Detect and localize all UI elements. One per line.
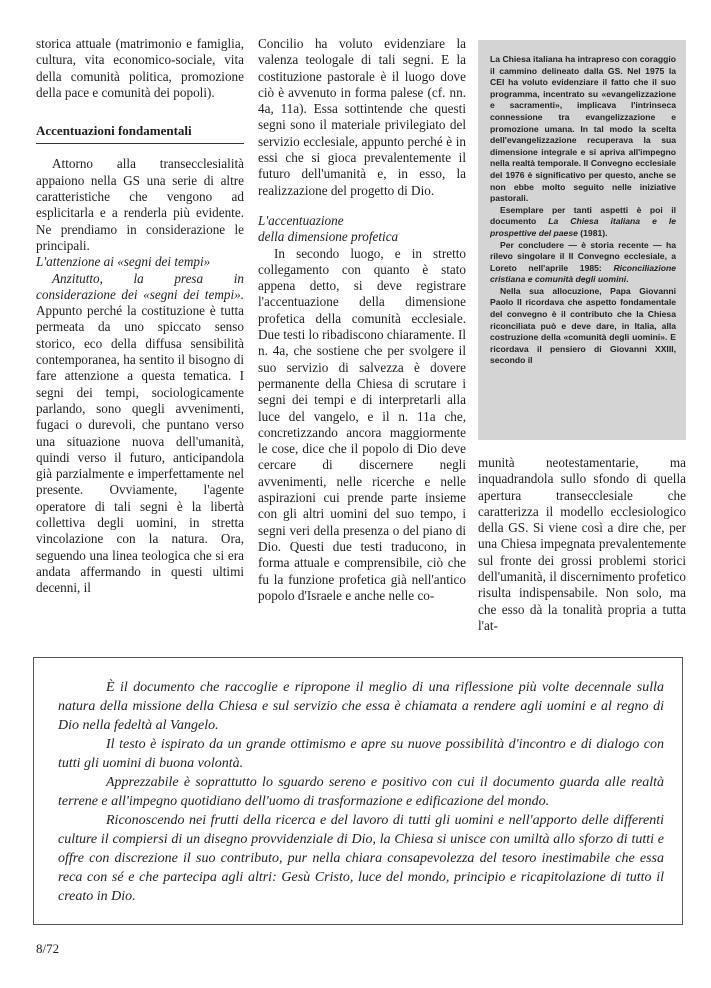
sidebar-text: Per concludere — è storia recente — ha rilevo singolare il II Convegno ecclesiale, a Loreto nell'aprile 1985: bbox=[490, 239, 676, 273]
quote-paragraph: È il documento che raccoglie e ripropone il meglio di una riflessione più volte decennale sulla natura della missione della Chiesa e sul servizio che essa è chiamata a rendere agli uomini e al regno di Dio nella fedeltà al Vangelo. bbox=[58, 680, 664, 733]
paragraph: munità neotestamentarie, ma inquadrandola sullo sfondo di quella apertura transecclesiale che caratterizza il modello ecclesiologico della GS. Si viene così a dire che, per una Chiesa impegnata prevalentemente sul fronte dei grossi problemi storici dell'umanità, il discernimento profetico risulta indispensabile. Non solo, ma che esso dà la tonalità propria a tutta l'at- bbox=[478, 455, 686, 633]
subheading-line-1: L'accentuazione bbox=[258, 212, 344, 228]
text-column-3 bbox=[478, 455, 686, 634]
sidebar-text: (1981). bbox=[577, 227, 608, 238]
subheading: L'attenzione ai «segni dei tempi» bbox=[36, 254, 211, 270]
section-heading: Accentuazioni fondamentali bbox=[36, 123, 244, 144]
quote-paragraph: Riconoscendo nei frutti della ricerca e del lavoro di tutti gli uomini e nell'apporto delle differenti culture il compiersi di un disegno provvidenziale di Dio, la Chiesa si unisce con umiltà allo sforzo di tutti e offre con discrezione il suo contributo, pur nella chiara consapevolezza del tesoro inestimabile che essa reca con sé e che partecipa agli altri: Gesù Cristo, luce del mondo, principio e ricapitolazione di tutto il creato in Dio. bbox=[58, 813, 664, 904]
sidebar-text: Esemplare per tanti aspetti è poi il documento bbox=[490, 204, 676, 227]
subheading bbox=[258, 213, 466, 246]
spacer bbox=[36, 144, 244, 156]
quote-paragraph: Apprezzabile è soprattutto lo sguardo sereno e positivo con cui il documento guarda alle realtà terrene e all'impegno quotidiano dell'uomo di trasformazione e edificazione del mondo. bbox=[58, 775, 664, 809]
sidebar-paragraph bbox=[490, 205, 676, 240]
paragraph-text: Appunto perché la costituzione è tutta permeata da uno spiccato senso storico, eco della diffusa sensibilità contemporanea, ha sentito il bisogno di fare attenzione a questa tematica. I segni dei tempi, sociologicamente parlando, sono quegli avvenimenti, fugaci o durevoli, che puntano verso una situazione nuova dell'umanità, quindi verso il futuro, anticipandola già parzialmente e imperfettamente nel presente. Ovviamente, l'agente operatore di tali segni è la libertà collettiva degli uomini, in stretta vincolazione con la natura. Ora, seguendo una linea teologica che si era andata affermando in questi ultimi decenni, il bbox=[36, 303, 244, 596]
paragraph: In secondo luogo, e in stretto collegamento con quanto è stato appena detto, si deve registrare l'accentuazione della dimensione profetica della comunità ecclesiale. Due testi lo ribadiscono chiaramente. Il n. 4a, che sostiene che per svolgere il suo servizio di salvezza è dovere permanente della Chiesa di scrutare i segni dei tempi e di interpretarli alla luce del vangelo, e il n. 11a che, concretizzando ancora maggiormente le cose, dice che il popolo di Dio deve cercare di discernere negli avvenimenti, nelle ricerche e nelle aspirazioni cui prende parte insieme con gli altri uomini del suo tempo, i segni veri della presenza o del piano di Dio. Questi due testi traducono, in forma attuale e comprensibile, ciò che fu la funzione profetica già nell'antico popolo d'Israele e anche nelle co- bbox=[258, 245, 466, 603]
text-column-2 bbox=[258, 36, 466, 604]
sidebar-box bbox=[478, 40, 686, 440]
paragraph: storica attuale (matrimonio e famiglia, cultura, vita economico-sociale, vita della comunità politica, promozione della pace e comunità dei popoli). bbox=[36, 36, 244, 100]
document-title: La Chiesa italiana e le prospettive del paese bbox=[490, 216, 676, 238]
paragraph bbox=[36, 271, 244, 597]
sidebar-paragraph: La Chiesa italiana ha intrapreso con coraggio il cammino delineato dalla GS. Nel 1975 la CEI ha voluto evidenziare il fatto che il suo programma, incentrato su «evangelizzazione e sacramenti», implicava l'intrinseca connessione tra evangelizzazione e promozione umana. In tal modo la scelta dell'evangelizzazione recuperava la sua dimensione integrale e si apriva all'impegno nella realtà temporale. Il Convegno ecclesiale del 1976 è significativo per questo, anche se non ebbe molto seguito nelle iniziative pastorali. bbox=[490, 54, 676, 204]
sidebar-text: . bbox=[626, 274, 629, 285]
sidebar-paragraph bbox=[490, 240, 676, 286]
lead-phrase: Anzitutto, la presa in considerazione dei «segni dei tempi». bbox=[36, 270, 244, 302]
paragraph: Concilio ha voluto evidenziare la valenza teologale di tali segni. E la costituzione pastorale è il luogo dove ciò è avvenuto in forma palese (cf. nn. 4a, 11a). Essa sottintende che questi segni sono il materiale privilegiato del servizio ecclesiale, appunto perché è in essi che si gioca prevalentemente il futuro dell'umanità e, in esso, la realizzazione del progetto di Dio. bbox=[258, 36, 466, 198]
subheading-line-2: della dimensione profetica bbox=[258, 229, 399, 245]
page-number: 8/72 bbox=[36, 941, 60, 956]
paragraph: Attorno alla transecclesialità appaiono nella GS una serie di altre caratteristiche che vengono ad esplicitarla e a renderla più evidente. Ne prendiamo in considerazione le principali. bbox=[36, 156, 244, 253]
text-column-1 bbox=[36, 36, 244, 597]
convention-title: Riconciliazione cristiana e comunità degli uomini bbox=[490, 262, 676, 285]
sidebar-paragraph: Nella sua allocuzione, Papa Giovanni Paolo II ricordava che aspetto fondamentale del convegno è il contributo che la Chiesa riconciliata può e deve dare, in Italia, alla costruzione della «comunità degli uomini». E ricordava il pensiero di Giovanni XXIII, secondo il bbox=[490, 285, 676, 366]
quote-box bbox=[33, 657, 683, 925]
quote-paragraph: Il testo è ispirato da un grande ottimismo e apre su nuove possibilità d'incontro e di dialogo con tutti gli uomini di buona volontà. bbox=[58, 737, 664, 771]
